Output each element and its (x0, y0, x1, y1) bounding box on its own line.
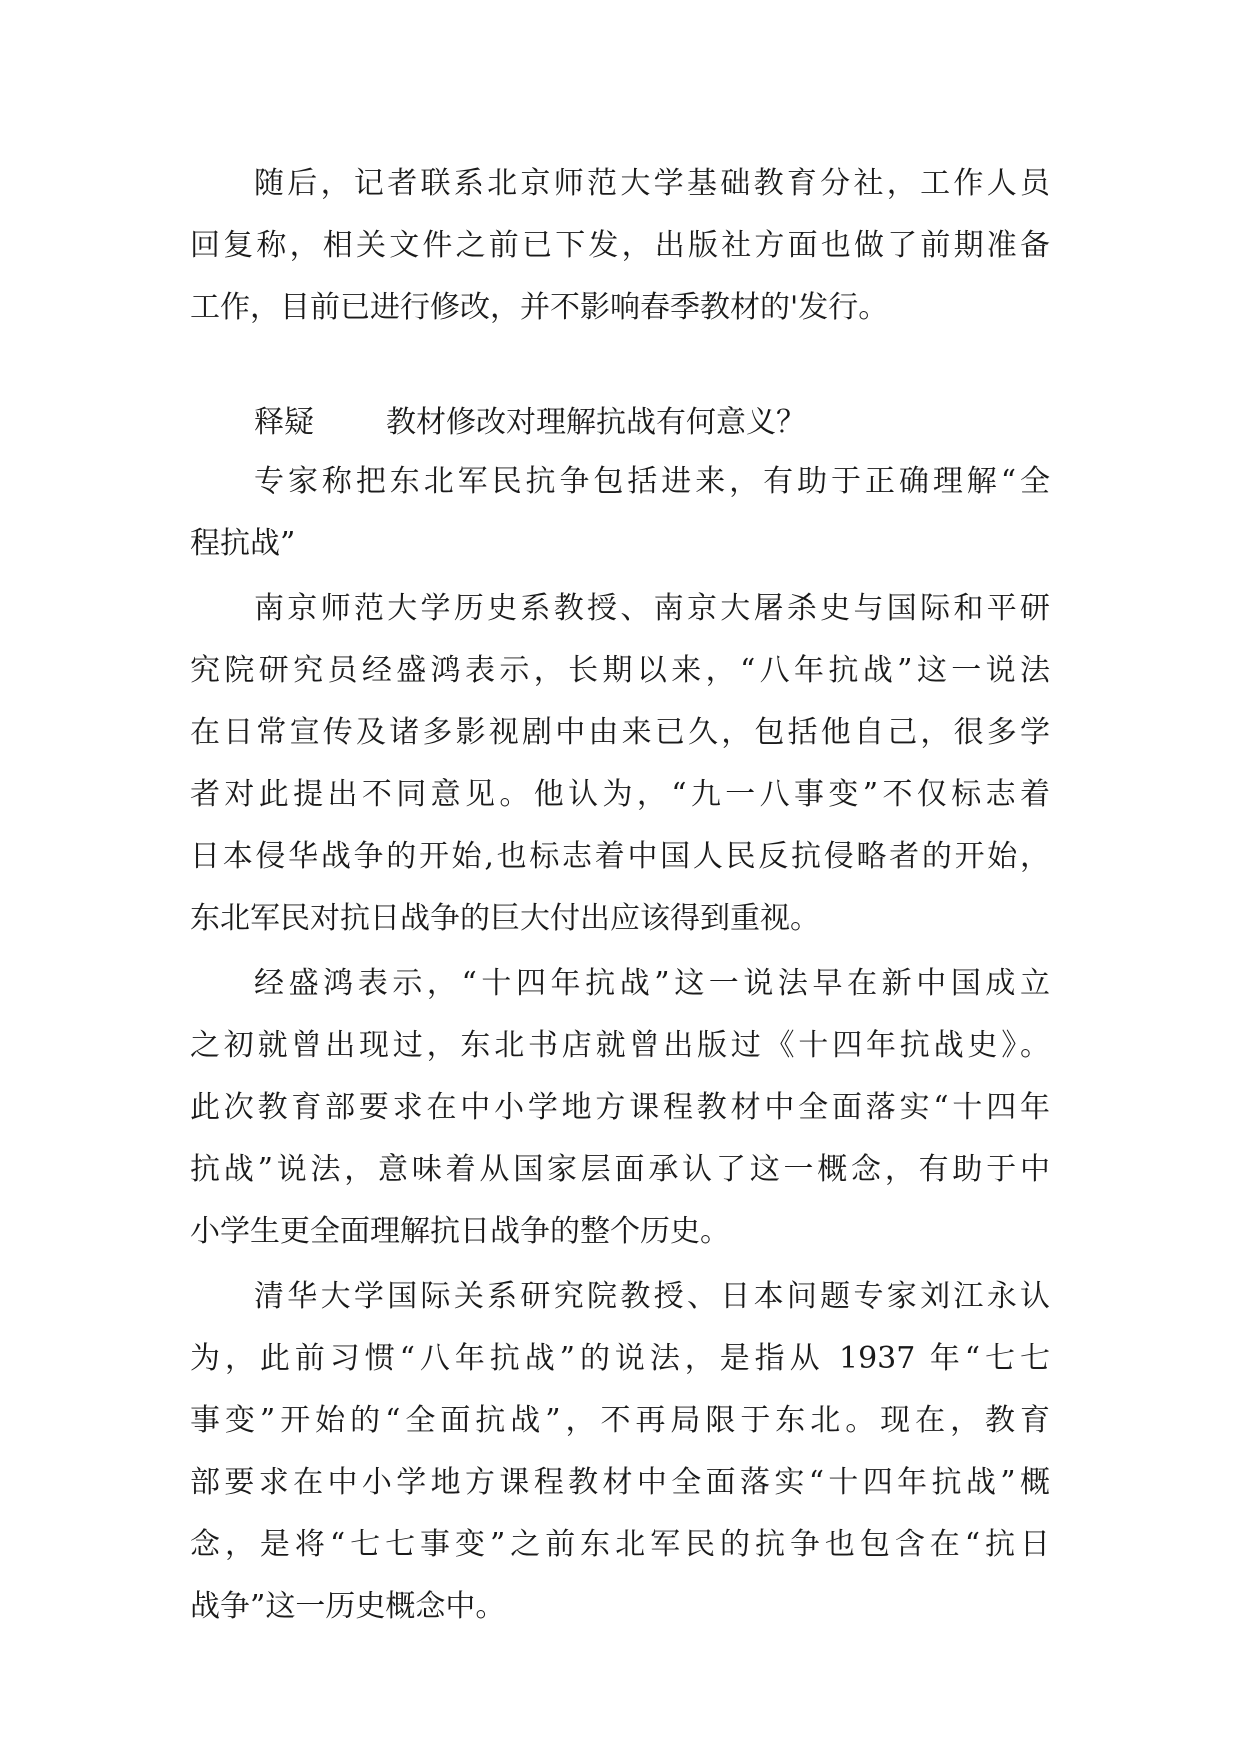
paragraph-2-line-2: 究院研究员经盛鸿表示，长期以来，“八年抗战”这一说法 (190, 653, 1050, 688)
paragraph-4-line-2: 为，此前习惯“八年抗战”的说法，是指从 1937 年“七七 (190, 1341, 1050, 1376)
paragraph-1-line-2: 回复称，相关文件之前已下发，出版社方面也做了前期准备 (190, 228, 1050, 263)
paragraph-4-line-5: 念，是将“七七事变”之前东北军民的抗争也包含在“抗日 (190, 1527, 1050, 1562)
paragraph-2-line-1: 南京师范大学历史系教授、南京大屠杀史与国际和平研 (254, 591, 1050, 626)
paragraph-3-line-1: 经盛鸿表示，“十四年抗战”这一说法早在新中国成立 (254, 966, 1050, 1001)
paragraph-4-line-1: 清华大学国际关系研究院教授、日本问题专家刘江永认 (254, 1279, 1050, 1314)
paragraph-4-line-3: 事变”开始的“全面抗战”，不再局限于东北。现在，教育 (190, 1403, 1050, 1438)
paragraph-1-line-1: 随后，记者联系北京师范大学基础教育分社，工作人员 (254, 166, 1050, 201)
paragraph-2-line-3: 在日常宣传及诸多影视剧中由来已久，包括他自己，很多学 (190, 715, 1050, 750)
paragraph-3-line-3: 此次教育部要求在中小学地方课程教材中全面落实“十四年 (190, 1090, 1050, 1125)
paragraph-2-line-4: 者对此提出不同意见。他认为，“九一八事变”不仅标志着 (190, 777, 1050, 812)
paragraph-3-line-2: 之初就曾出现过，东北书店就曾出版过《十四年抗战史》。 (190, 1028, 1050, 1063)
paragraph-3-line-4: 抗战”说法，意味着从国家层面承认了这一概念，有助于中 (190, 1152, 1050, 1187)
paragraph-3-line-5: 小学生更全面理解抗日战争的整个历史。 (190, 1214, 730, 1249)
paragraph-2-line-6: 东北军民对抗日战争的巨大付出应该得到重视。 (190, 901, 820, 936)
section-heading-title: 教材修改对理解抗战有何意义？ (386, 405, 806, 440)
subheading-line-1: 专家称把东北军民抗争包括进来，有助于正确理解“全 (254, 464, 1050, 499)
section-heading-tag: 释疑 (254, 405, 314, 440)
paragraph-4-line-4: 部要求在中小学地方课程教材中全面落实“十四年抗战”概 (190, 1465, 1050, 1500)
paragraph-1-line-3: 工作，目前已进行修改，并不影响春季教材的'发行。 (190, 290, 889, 325)
paragraph-4-line-6: 战争”这一历史概念中。 (190, 1589, 506, 1624)
paragraph-2-line-5: 日本侵华战争的开始,也标志着中国人民反抗侵略者的开始， (190, 839, 1050, 874)
section-heading (254, 392, 806, 454)
subheading-line-2: 程抗战” (190, 526, 296, 561)
